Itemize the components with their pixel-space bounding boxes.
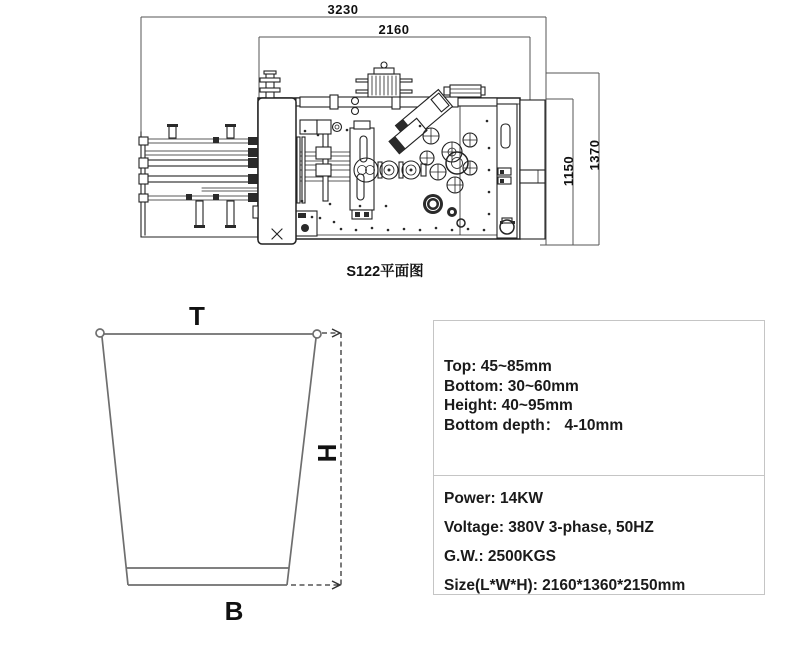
dim-overall-width-label: 3230 bbox=[327, 2, 359, 17]
cup-spec-section bbox=[434, 321, 764, 476]
machine-spec-section bbox=[434, 476, 764, 600]
dim-body-width-label: 2160 bbox=[378, 22, 410, 37]
spec-power: Power: 14KW bbox=[444, 490, 544, 507]
control-box bbox=[296, 211, 317, 236]
spec-box bbox=[433, 320, 765, 595]
dim-body-depth-label: 1150 bbox=[561, 155, 576, 187]
drawing-caption: S122平面图 bbox=[346, 264, 424, 280]
dim-overall-depth-label: 1370 bbox=[587, 139, 602, 171]
spec-voltage: Voltage: 380V 3-phase, 50HZ bbox=[444, 519, 654, 536]
top-motor bbox=[356, 62, 412, 97]
spec-cup-height: Height: 40~95mm bbox=[444, 397, 573, 414]
left-column bbox=[253, 98, 296, 244]
top-left-shaft bbox=[260, 71, 280, 98]
dimension-body-depth bbox=[546, 99, 576, 245]
cup-outline bbox=[102, 334, 316, 585]
cup-diagram bbox=[96, 301, 342, 626]
cup-rim-left bbox=[96, 329, 104, 337]
spec-cup-top: Top: 45~85mm bbox=[444, 358, 552, 375]
right-column bbox=[497, 104, 517, 238]
spec-cup-bottom-depth: Bottom depth： 4-10mm bbox=[444, 416, 624, 434]
machine-body bbox=[253, 62, 545, 244]
right-top-motor bbox=[444, 85, 485, 97]
right-tab bbox=[520, 170, 545, 183]
cup-top-label: T bbox=[189, 301, 205, 331]
cup-rim-right bbox=[313, 330, 321, 338]
cup-height-label: H bbox=[312, 443, 342, 463]
spec-cup-bottom: Bottom: 30~60mm bbox=[444, 377, 579, 395]
conveyor bbox=[139, 124, 258, 237]
spec-gross-weight: G.W.: 2500KGS bbox=[444, 548, 556, 565]
spec-size: Size(L*W*H): 2160*1360*2150mm bbox=[444, 577, 686, 594]
cup-bottom-label: B bbox=[224, 596, 244, 626]
